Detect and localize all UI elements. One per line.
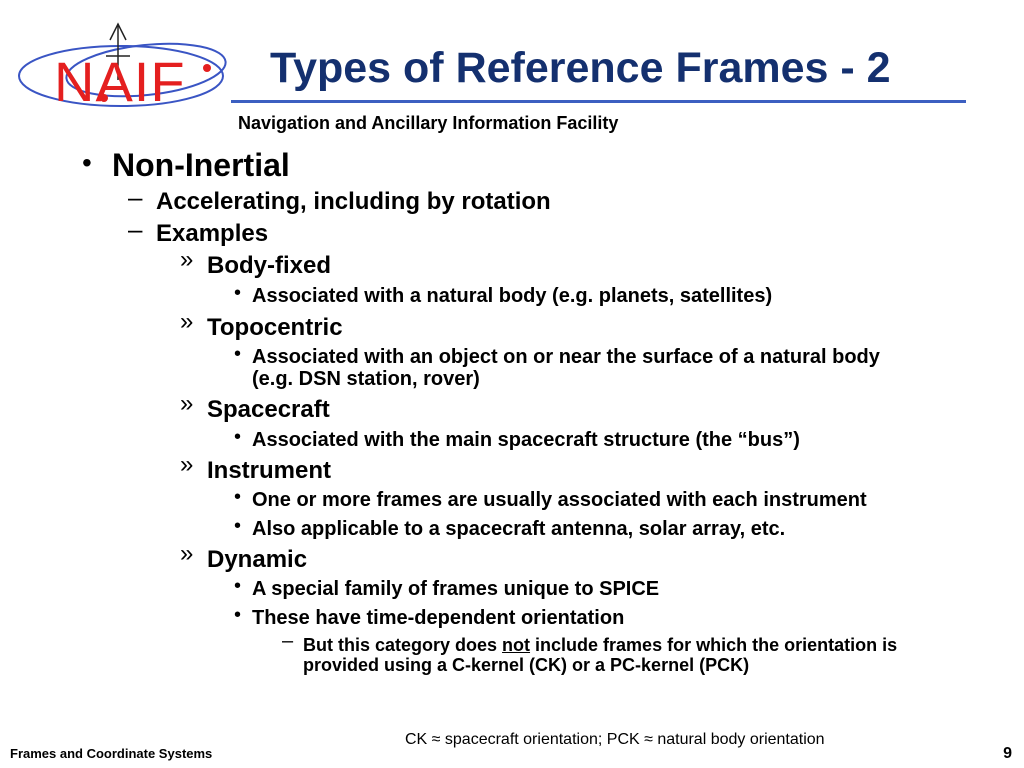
list-item-text: Topocentric	[207, 314, 343, 341]
double-chevron-icon: »	[180, 451, 194, 478]
bullet-icon: •	[234, 282, 242, 304]
double-chevron-icon: »	[180, 540, 194, 567]
bullet-icon: •	[234, 426, 242, 448]
list-item-topocentric-desc-cont	[252, 368, 480, 390]
page-title: Types of Reference Frames - 2	[270, 44, 891, 92]
list-item-instrument	[180, 451, 332, 485]
emphasis-not: not	[502, 635, 531, 655]
bullet-icon: •	[234, 515, 242, 537]
double-chevron-icon: »	[180, 246, 194, 273]
list-item-body-fixed	[180, 246, 332, 280]
list-item-text: A special family of frames unique to SPICE	[252, 578, 660, 600]
list-item-text: Spacecraft	[207, 396, 330, 423]
list-item-text: Associated with a natural body (e.g. planets, satellites)	[252, 285, 773, 307]
list-item-text: Body-fixed	[207, 252, 332, 279]
list-item-topocentric	[180, 308, 343, 342]
bullet-icon: •	[234, 575, 242, 597]
list-item-text: Associated with an object on or near the surface of a natural body	[252, 346, 880, 368]
footer-section-title: Frames and Coordinate Systems	[10, 746, 213, 761]
list-item-text: Associated with the main spacecraft structure (the “bus”)	[252, 429, 800, 451]
list-item-text: Examples	[156, 220, 269, 247]
logo-text: NAIF	[54, 50, 186, 113]
list-item-dynamic	[180, 540, 308, 574]
bullet-icon: •	[82, 147, 92, 178]
dash-icon: –	[128, 182, 143, 212]
list-item-accelerating	[128, 182, 551, 216]
list-item-spacecraft	[180, 390, 330, 424]
list-item-ck-note	[282, 630, 898, 656]
list-item-text: These have time-dependent orientation	[252, 607, 625, 629]
list-item-non-inertial	[82, 147, 290, 183]
list-item-text: include frames for which the orientation is	[530, 635, 898, 655]
list-item-text: Dynamic	[207, 546, 308, 573]
list-item-text: But this category does	[303, 635, 503, 655]
list-item-text: (e.g. DSN station, rover)	[252, 368, 480, 390]
footer-note: CK ≈ spacecraft orientation; PCK ≈ natural body orientation	[405, 731, 825, 748]
list-item-text: One or more frames are usually associated with each instrument	[252, 489, 867, 511]
dash-icon: –	[282, 630, 294, 652]
list-item-instrument-desc-1	[234, 486, 867, 511]
list-item-dynamic-desc-2	[234, 604, 625, 629]
list-item-text: provided using a C-kernel (CK) or a PC-kernel (PCK)	[303, 655, 750, 675]
list-item-text: Instrument	[207, 457, 332, 484]
list-item-examples	[128, 214, 269, 248]
list-item-topocentric-desc	[234, 343, 880, 368]
list-item-instrument-desc-2	[234, 515, 786, 540]
list-item-text: Non-Inertial	[112, 147, 290, 183]
dash-icon: –	[128, 214, 143, 244]
list-item-text: Also applicable to a spacecraft antenna, solar array, etc.	[252, 518, 786, 540]
list-item-text: Accelerating, including by rotation	[156, 188, 551, 215]
double-chevron-icon: »	[180, 390, 194, 417]
list-item-body-fixed-desc	[234, 282, 773, 307]
header-subtitle: Navigation and Ancillary Information Facility	[238, 113, 619, 133]
page-number: 9	[1003, 745, 1012, 762]
list-item-dynamic-desc-1	[234, 575, 660, 600]
bullet-icon: •	[234, 604, 242, 626]
list-item-ck-note-cont	[303, 655, 749, 676]
bullet-icon: •	[234, 343, 242, 365]
list-item-spacecraft-desc	[234, 426, 800, 451]
double-chevron-icon: »	[180, 308, 194, 335]
bullet-icon: •	[234, 486, 242, 508]
